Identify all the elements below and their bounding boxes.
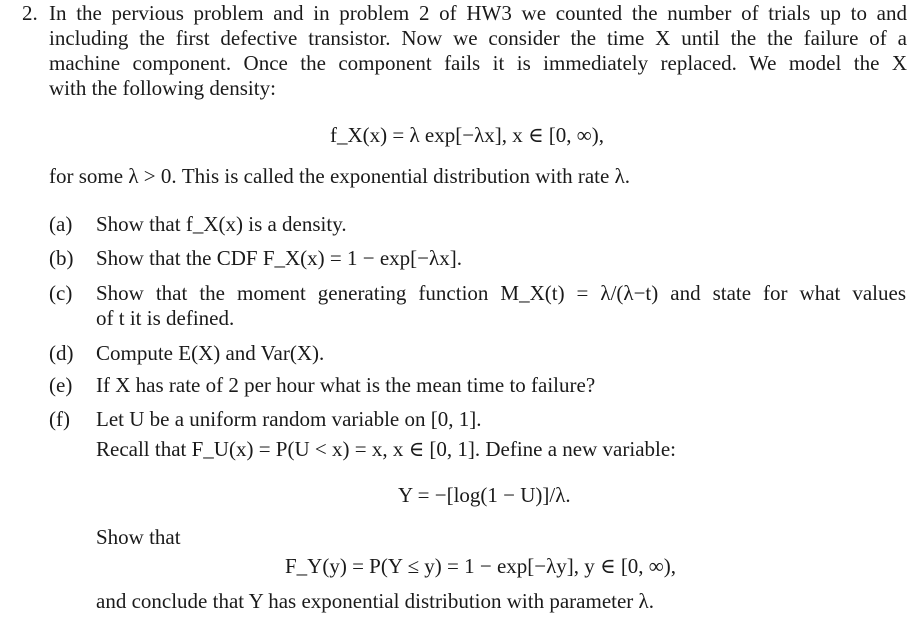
density-equation: f_X(x) = λ exp[−λx], x ∈ [0, ∞),: [330, 123, 605, 147]
part-b-label: (b): [49, 246, 74, 270]
part-f-text: Let U be a uniform random variable on [0, 1].: [96, 407, 482, 431]
cdf-equation: F_Y(y) = P(Y ≤ y) = 1 − exp[−λy], y ∈ [0, ∞),: [285, 554, 677, 578]
part-d-label: (d): [49, 341, 74, 365]
part-f-continuation: Recall that F_U(x) = P(U < x) = x, x ∈ [0, 1]. Define a new variable:: [96, 437, 677, 461]
rate-sentence: for some λ > 0. This is called the exponential distribution with rate λ.: [49, 164, 631, 188]
conclusion-text: and conclude that Y has exponential distribution with parameter λ.: [96, 589, 654, 613]
intro-line-3: machine component. Once the component fails it is immediately replaced. We model the X: [49, 51, 907, 75]
y-definition-equation: Y = −[log(1 − U)]/λ.: [398, 483, 571, 507]
part-c-label: (c): [49, 281, 73, 305]
part-a-text: Show that f_X(x) is a density.: [96, 212, 347, 236]
part-f-label: (f): [49, 407, 70, 431]
part-c-continuation: of t it is defined.: [96, 306, 235, 330]
intro-line-2: including the first defective transistor. Now we consider the time X until the the failure of a: [49, 26, 907, 50]
problem-number: 2.: [22, 1, 38, 25]
part-c-text: Show that the moment generating function M_X(t) = λ/(λ−t) and state for what values: [96, 281, 906, 305]
part-d-text: Compute E(X) and Var(X).: [96, 341, 325, 365]
intro-line-4: with the following density:: [49, 76, 276, 100]
show-that-text: Show that: [96, 525, 181, 549]
part-a-label: (a): [49, 212, 73, 236]
part-b-text: Show that the CDF F_X(x) = 1 − exp[−λx].: [96, 246, 462, 270]
part-e-label: (e): [49, 373, 73, 397]
intro-line-1: In the pervious problem and in problem 2 of HW3 we counted the number of trials up to and: [49, 1, 907, 25]
part-e-text: If X has rate of 2 per hour what is the mean time to failure?: [96, 373, 596, 397]
